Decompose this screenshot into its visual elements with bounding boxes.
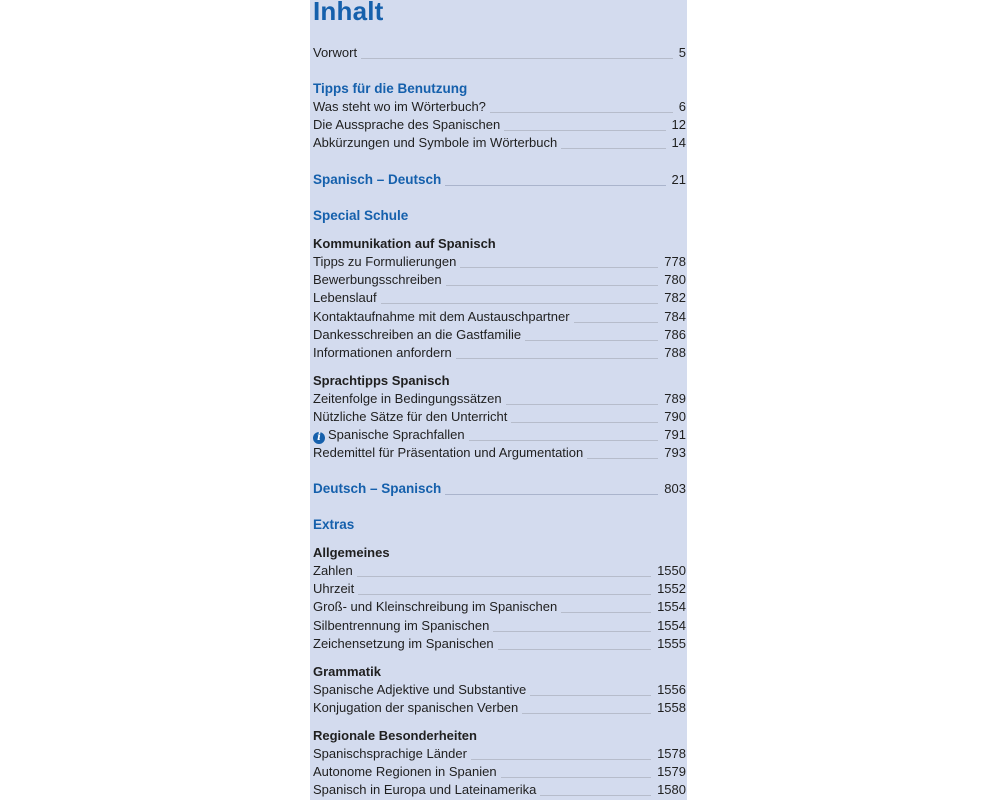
toc-entry[interactable] — [313, 134, 686, 152]
leader-line — [358, 593, 651, 595]
toc-entry-vorwort[interactable] — [313, 44, 686, 62]
leader-line — [381, 302, 659, 304]
leader-line — [587, 457, 658, 459]
leader-line — [357, 575, 651, 577]
toc-entry-page: 1555 — [657, 636, 686, 651]
leader-line — [456, 357, 659, 359]
toc-entry-page: 789 — [664, 391, 686, 406]
toc-entry[interactable] — [313, 253, 686, 271]
toc-entry-page: 1558 — [657, 700, 686, 715]
toc-entry[interactable] — [313, 390, 686, 408]
leader-line — [561, 147, 665, 149]
toc-entry[interactable] — [313, 116, 686, 134]
toc-entry-spanisch-deutsch[interactable] — [313, 171, 686, 189]
section-heading-tipps: Tipps für die Benutzung — [313, 81, 468, 96]
toc-entry-deutsch-spanisch[interactable] — [313, 480, 686, 498]
toc-entry-page: 791 — [664, 427, 686, 442]
toc-entry-label: Was steht wo im Wörterbuch? — [313, 99, 486, 114]
toc-entry-label: Spanisch – Deutsch — [313, 172, 442, 187]
toc-entry-label: Spanische Adjektive und Substantive — [313, 682, 527, 697]
toc-entry[interactable] — [313, 444, 686, 462]
toc-entry-page: 793 — [664, 445, 686, 460]
toc-entry[interactable] — [313, 98, 686, 116]
toc-entry[interactable] — [313, 344, 686, 362]
toc-entry-page: 6 — [678, 99, 686, 114]
toc-entry[interactable] — [313, 681, 686, 699]
toc-entry-label: Konjugation der spanischen Verben — [313, 700, 519, 715]
leader-line — [525, 339, 658, 341]
toc-entry-label-wrapper — [313, 426, 469, 444]
leader-line — [522, 712, 651, 714]
leader-line — [361, 57, 673, 59]
subheading-allgemeines: Allgemeines — [313, 545, 390, 560]
toc-entry-page: 784 — [664, 309, 686, 324]
toc-entry-label: Zeichensetzung im Spanischen — [313, 636, 494, 651]
toc-entry-page: 782 — [664, 290, 686, 305]
toc-entry[interactable] — [313, 617, 686, 635]
leader-line — [445, 493, 658, 495]
toc-entry-page: 788 — [664, 345, 686, 360]
toc-entry-label: Zeitenfolge in Bedingungssätzen — [313, 391, 502, 406]
leader-line — [446, 284, 659, 286]
toc-entry-label: Nützliche Sätze für den Unterricht — [313, 409, 508, 424]
leader-line — [506, 403, 659, 405]
toc-entry-label: Informationen anfordern — [313, 345, 452, 360]
toc-entry-label: Spanischsprachige Länder — [313, 746, 467, 761]
toc-entry-page: 1554 — [657, 599, 686, 614]
leader-line — [504, 129, 665, 131]
toc-entry-page: 1552 — [657, 581, 686, 596]
leader-line — [561, 611, 651, 613]
toc-entry-label: Spanisch in Europa und Lateinamerika — [313, 782, 537, 797]
toc-entry[interactable] — [313, 580, 686, 598]
leader-line — [511, 421, 658, 423]
toc-entry-page: 1554 — [657, 618, 686, 633]
info-icon: i — [313, 432, 325, 444]
toc-entry[interactable] — [313, 763, 686, 781]
toc-entry-page: 12 — [671, 117, 686, 132]
toc-entry[interactable] — [313, 408, 686, 426]
toc-entry[interactable] — [313, 699, 686, 717]
toc-entry-page: 1580 — [657, 782, 686, 797]
toc-entry-label: Spanische Sprachfallen — [328, 427, 465, 442]
toc-entry-page: 786 — [664, 327, 686, 342]
toc-entry-label: Uhrzeit — [313, 581, 355, 596]
toc-entry-page: 790 — [664, 409, 686, 424]
toc-entry-label: Silbentrennung im Spanischen — [313, 618, 490, 633]
toc-entry[interactable] — [313, 781, 686, 799]
leader-line — [469, 439, 659, 441]
toc-entry-page: 1556 — [657, 682, 686, 697]
leader-line — [490, 111, 673, 113]
toc-entry[interactable] — [313, 745, 686, 763]
toc-entry-label: Autonome Regionen in Spanien — [313, 764, 497, 779]
leader-line — [460, 266, 658, 268]
section-heading-extras: Extras — [313, 517, 355, 532]
toc-entry-page: 14 — [671, 135, 686, 150]
subheading-regionale: Regionale Besonderheiten — [313, 728, 477, 743]
toc-entry-page: 803 — [664, 481, 686, 496]
toc-entry[interactable] — [313, 562, 686, 580]
leader-line — [530, 694, 651, 696]
toc-entry-label: Lebenslauf — [313, 290, 377, 305]
toc-entry-page: 780 — [664, 272, 686, 287]
toc-entry-label: Groß- und Kleinschreibung im Spanischen — [313, 599, 558, 614]
subheading-kommunikation: Kommunikation auf Spanisch — [313, 236, 496, 251]
toc-entry-page: 5 — [678, 45, 686, 60]
toc-entry-label: Redemittel für Präsentation und Argumentation — [313, 445, 584, 460]
leader-line — [493, 630, 651, 632]
toc-entry-page: 21 — [671, 172, 686, 187]
toc-entry-label: Tipps zu Formulierungen — [313, 254, 457, 269]
toc-entry-page: 1550 — [657, 563, 686, 578]
toc-entry[interactable] — [313, 271, 686, 289]
toc-entry-page: 1578 — [657, 746, 686, 761]
toc-entry-label: Deutsch – Spanisch — [313, 481, 442, 496]
leader-line — [471, 758, 651, 760]
toc-entry-label: Vorwort — [313, 45, 358, 60]
toc-entry[interactable] — [313, 289, 686, 307]
leader-line — [445, 184, 665, 186]
toc-entry-label: Zahlen — [313, 563, 353, 578]
leader-line — [574, 321, 659, 323]
toc-entry-label: Dankesschreiben an die Gastfamilie — [313, 327, 522, 342]
toc-entry-page: 1579 — [657, 764, 686, 779]
toc-entry[interactable] — [313, 308, 686, 326]
subheading-sprachtipps: Sprachtipps Spanisch — [313, 373, 450, 388]
toc-entry-sprachfallen[interactable] — [313, 426, 686, 444]
leader-line — [540, 794, 651, 796]
toc-entry-label: Bewerbungsschreiben — [313, 272, 442, 287]
toc-entry-label: Kontaktaufnahme mit dem Austauschpartner — [313, 309, 570, 324]
toc-entry-label: Die Aussprache des Spanischen — [313, 117, 501, 132]
leader-line — [498, 648, 651, 650]
toc-entry-page: 778 — [664, 254, 686, 269]
toc-entry[interactable] — [313, 635, 686, 653]
page-title: Inhalt — [313, 0, 384, 26]
toc-entry-label: Abkürzungen und Symbole im Wörterbuch — [313, 135, 558, 150]
toc-entry[interactable] — [313, 598, 686, 616]
subheading-grammatik: Grammatik — [313, 664, 381, 679]
leader-line — [501, 776, 651, 778]
toc-entry[interactable] — [313, 326, 686, 344]
section-heading-special-schule: Special Schule — [313, 208, 409, 223]
